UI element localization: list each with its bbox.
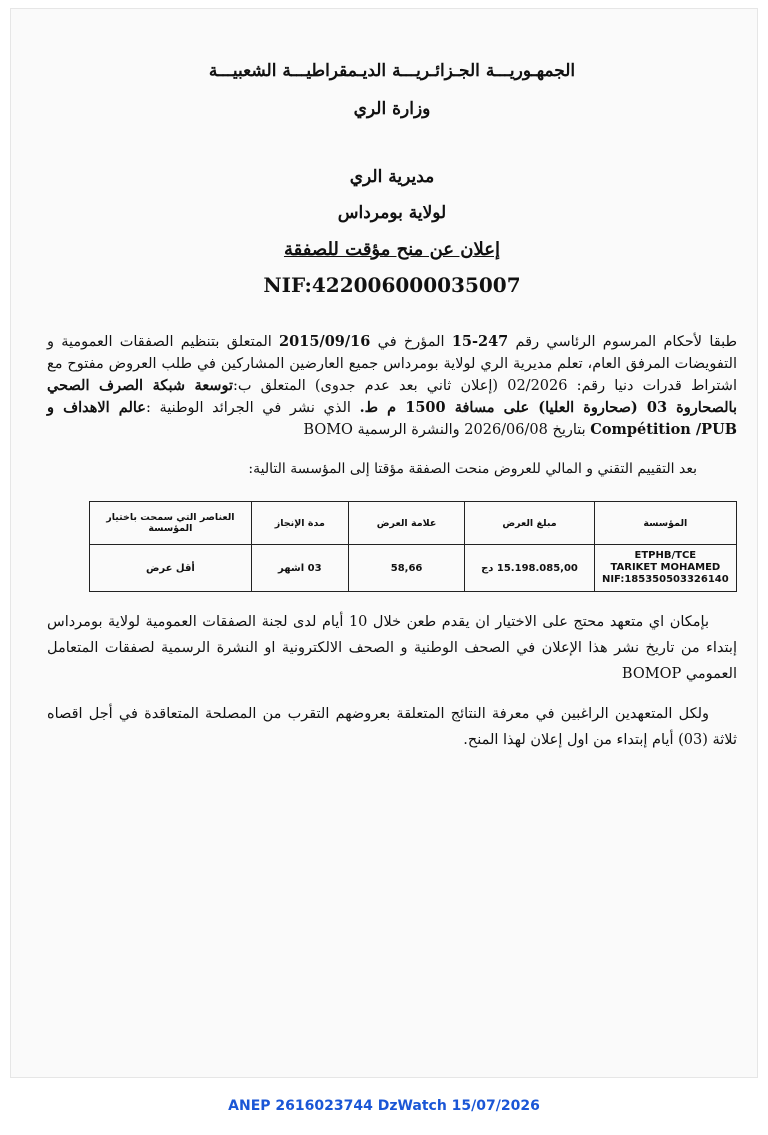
cell-score: 58,66 [348,545,464,592]
republic-heading: الجمهـوريـــة الجـزائـريـــة الديـمقراطيـــة الشعبيـــة [208,61,576,81]
table-intro: بعد التقييم التقني و المالي للعروض منحت الصفقة مؤقتا إلى المؤسسة التالية: [248,461,697,477]
cell-amount: 15.198.085,00 دج [465,545,594,592]
header-score: علامة العرض [348,502,464,545]
header-company: المؤسسة [594,502,736,545]
table-header-row [90,502,737,545]
ministry-heading: وزارة الري [353,99,431,119]
cell-duration: 03 اشهر [251,545,348,592]
award-table [89,501,737,592]
directorate-heading: مديرية الري [349,167,435,187]
nif-number: NIF:422006000035007 [263,273,521,297]
paragraph-results: ولكل المتعهدين الراغبين في معرفة النتائج المتعلقة بعروضهم التقرب من المصلحة المتعاقدة في أجل اقصاه ثلاثة (03) أيام إبتداء من اول إعلان لهذا المنح. [47,706,737,748]
announcement-title: إعلان عن منح مؤقت للصفقة [283,239,501,260]
header-amount: مبلغ العرض [465,502,594,545]
cell-company: ETPHB/TCE TARIKET MOHAMED NIF:185350503326140 [594,545,736,592]
wilaya-heading: لولاية بومرداس [337,203,447,223]
publication-footer: ANEP 2616023744 DzWatch 15/07/2026 [228,1098,540,1114]
header-criteria: العناصر التي سمحت باختيار المؤسسة [90,502,252,545]
document-page [10,8,758,1078]
paragraph-intro: طبقا لأحكام المرسوم الرئاسي رقم 15-247 المؤرخ في 2015/09/16 المتعلق بتنظيم الصفقات العمومية و التفويضات المرفق العام، تعلم مديرية الري لولاية بومرداس جميع العارضين المشاركين في طلب العروض مفتوح مع اشتراط قدرات دنيا رقم: 02/2026 (إعلان ثاني بعد عدم جدوى) المتعلق ب:توسعة شبكة الصرف الصحي بالصحاروة 03 (صحاروة العليا) على مسافة 1500 م ط. الذي نشر في الجرائد الوطنية :عالم الاهداف و Compétition /PUB بتاريخ 2026/06/08 والنشرة الرسمية BOMO [47,333,737,438]
paragraph-appeal: بإمكان اي متعهد محتج على الاختيار ان يقدم طعن خلال 10 أيام لدى لجنة الصفقات العمومية لولاية بومرداس إبتداء من تاريخ نشر هذا الإعلان في الصحف الوطنية و الصحف الالكترونية او النشرة الرسمية لصفقات المتعامل العمومي BOMOP [47,614,737,682]
closing-paragraphs [47,609,737,767]
header-duration: مدة الإنجاز [251,502,348,545]
table-row [90,545,737,592]
cell-criteria: أقل عرض [90,545,252,592]
